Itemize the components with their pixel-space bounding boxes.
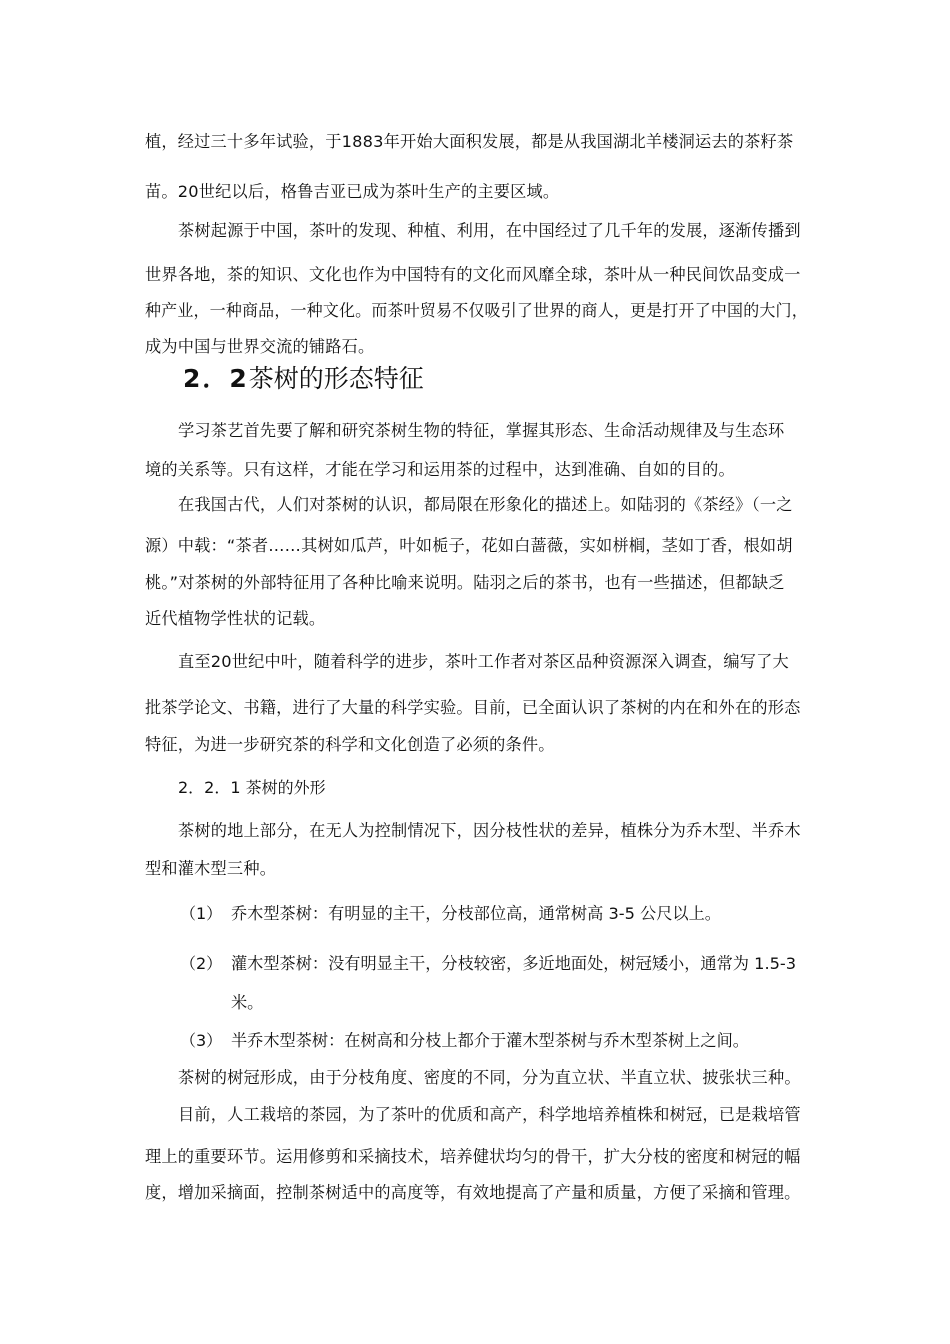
paragraph-line: 目前，人工栽培的茶园，为了茶叶的优质和高产，科学地培养植株和树冠，已是栽培管 [178, 1105, 801, 1124]
paragraph-line: 近代植物学性状的记载。 [145, 609, 326, 628]
paragraph-line: 茶树的树冠形成，由于分枝角度、密度的不同，分为直立状、半直立状、披张状三种。 [178, 1068, 801, 1087]
paragraph-line: 种产业，一种商品，一种文化。而茶叶贸易不仅吸引了世界的商人，更是打开了中国的大门， [145, 301, 808, 320]
list-item-text: 半乔木型茶树：在树高和分枝上都介于灌木型茶树与乔木型茶树上之间。 [231, 1031, 749, 1050]
paragraph-line: 直至20世纪中叶，随着科学的进步，茶叶工作者对茶区品种资源深入调查，编写了大 [178, 652, 789, 671]
paragraph-line: 茶树起源于中国，茶叶的发现、种植、利用，在中国经过了几千年的发展，逐渐传播到 [178, 221, 801, 240]
paragraph-line: 茶树的地上部分，在无人为控制情况下，因分枝性状的差异，植株分为乔木型、半乔木 [178, 821, 801, 840]
list-item-text: 乔木型茶树：有明显的主干，分枝部位高，通常树高 3-5 公尺以上。 [231, 904, 721, 923]
paragraph-line: 世界各地，茶的知识、文化也作为中国特有的文化而风靡全球，茶叶从一种民间饮品变成一 [145, 265, 801, 284]
section-title: 茶树的形态特征 [248, 364, 424, 393]
paragraph-line: 学习茶艺首先要了解和研究茶树生物的特征，掌握其形态、生命活动规律及与生态环 [178, 421, 785, 440]
list-item-continuation: 米。 [231, 993, 264, 1012]
paragraph-line: 在我国古代，人们对茶树的认识，都局限在形象化的描述上。如陆羽的《茶经》（一之 [178, 495, 793, 514]
paragraph-line: 特征，为进一步研究茶的科学和文化创造了必须的条件。 [145, 735, 555, 754]
paragraph-line: 境的关系等。只有这样，才能在学习和运用茶的过程中，达到准确、自如的目的。 [145, 460, 735, 479]
paragraph-line: 批茶学论文、书籍，进行了大量的科学实验。目前，已全面认识了茶树的内在和外在的形态 [145, 698, 801, 717]
paragraph-line: 植，经过三十多年试验，于1883年开始大面积发展，都是从我国湖北羊楼洞运去的茶籽茶 [145, 132, 794, 151]
paragraph-line: 源）中载：“茶者……其树如瓜芦，叶如栀子，花如白蔷薇，实如栟榈，茎如丁香，根如胡 [145, 536, 793, 555]
paragraph-line: 苗。20世纪以后，格鲁吉亚已成为茶叶生产的主要区域。 [145, 182, 560, 201]
list-item-text: 灌木型茶树：没有明显主干，分枝较密，多近地面处，树冠矮小，通常为 1.5-3 [231, 954, 797, 973]
section-heading [183, 363, 424, 395]
list-item-number: （2） [180, 954, 223, 973]
paragraph-line: 度，增加采摘面，控制茶树适中的高度等，有效地提高了产量和质量，方便了采摘和管理。 [145, 1183, 801, 1202]
section-number: 2．2 [183, 364, 249, 393]
subsection-heading: 2．2．1 茶树的外形 [178, 778, 326, 797]
paragraph-line: 型和灌木型三种。 [145, 859, 277, 878]
list-item-number: （1） [180, 904, 223, 923]
paragraph-line: 桃。”对茶树的外部特征用了各种比喻来说明。陆羽之后的茶书，也有一些描述，但都缺乏 [145, 573, 785, 592]
paragraph-line: 理上的重要环节。运用修剪和采摘技术，培养健状均匀的骨干，扩大分枝的密度和树冠的幅 [145, 1147, 801, 1166]
paragraph-line: 成为中国与世界交流的铺路石。 [145, 337, 375, 356]
list-item-number: （3） [180, 1031, 223, 1050]
